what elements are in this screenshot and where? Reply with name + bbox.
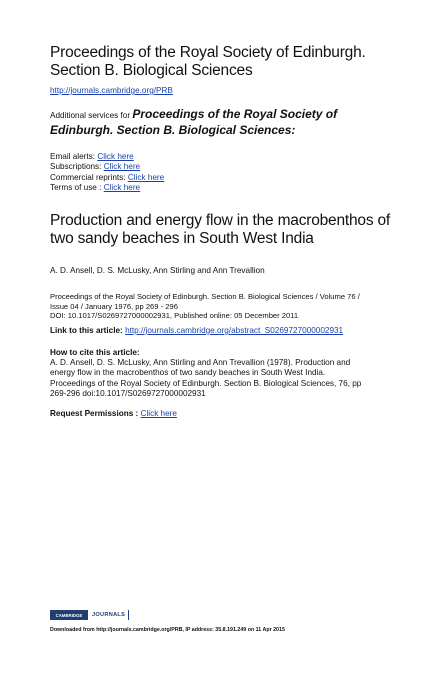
- how-to-cite-body: [50, 358, 400, 399]
- article-title-line2: two sandy beaches in South West India: [50, 230, 314, 247]
- how-to-cite-line2: energy flow in the macrobenthos of two sandy beaches in South West India.: [50, 368, 326, 378]
- alert-email-link[interactable]: Click here: [97, 152, 134, 161]
- alert-reprints-label: Commercial reprints:: [50, 172, 128, 182]
- citation-line3: DOI: 10.1017/S0269727000002931, Published online: 05 December 2011: [50, 311, 299, 321]
- journal-title: [50, 44, 410, 80]
- alert-terms: [50, 183, 164, 193]
- article-title: [50, 212, 410, 248]
- alert-subscriptions: [50, 162, 164, 172]
- alert-email-label: Email alerts:: [50, 152, 98, 161]
- additional-services-journal-line2: Edinburgh. Section B. Biological Sciences:: [50, 123, 296, 137]
- alert-reprints-link[interactable]: Click here: [127, 172, 165, 182]
- additional-services-prefix: Additional services for: [50, 111, 133, 120]
- article-title-line1: Production and energy flow in the macrobenthos of: [50, 212, 391, 229]
- journal-url-link[interactable]: http://journals.cambridge.org/PRB: [50, 86, 173, 95]
- logo-divider: [128, 610, 129, 620]
- alert-subscriptions-link[interactable]: Click here: [103, 162, 141, 172]
- how-to-cite-line1: A. D. Ansell, D. S. McLusky, Ann Stirling and Ann Trevallion (1978). Production and: [50, 358, 351, 367]
- additional-services: [50, 107, 410, 139]
- request-permissions: [50, 409, 177, 418]
- citation-line2: Issue 04 / January 1976, pp 269 - 296: [50, 301, 178, 311]
- article-citation: [50, 292, 400, 321]
- link-to-article-url[interactable]: http://journals.cambridge.org/abstract_S0269727000002931: [125, 326, 344, 335]
- how-to-cite-heading: How to cite this article:: [50, 348, 140, 357]
- request-permissions-label: Request Permissions :: [50, 409, 141, 418]
- journal-title-line1: Proceedings of the Royal Society of Edinburgh.: [50, 44, 366, 61]
- alert-terms-label: Terms of use :: [50, 183, 104, 193]
- link-to-article: [50, 326, 343, 335]
- journal-title-line2: Section B. Biological Sciences: [50, 62, 253, 79]
- link-to-article-label: Link to this article:: [50, 326, 126, 335]
- cambridge-journals-logo: [50, 610, 129, 620]
- how-to-cite-line4: 269-296 doi:10.1017/S0269727000002931: [50, 388, 206, 398]
- request-permissions-link[interactable]: Click here: [140, 409, 177, 418]
- cambridge-logo-mark: CAMBRIDGE: [50, 610, 88, 620]
- alerts-list: [50, 152, 164, 194]
- alert-terms-link[interactable]: Click here: [103, 183, 141, 193]
- additional-services-journal-line1: Proceedings of the Royal Society of: [132, 107, 338, 121]
- download-footer: Downloaded from http://journals.cambridge.org/PRB, IP address: 35.8.191.249 on 11 Apr 2015: [50, 627, 285, 633]
- alert-email: [50, 152, 164, 162]
- article-authors: A. D. Ansell, D. S. McLusky, Ann Stirling and Ann Trevallion: [50, 266, 265, 275]
- how-to-cite-line3: Proceedings of the Royal Society of Edinburgh. Section B. Biological Sciences, 76, pp: [50, 378, 362, 388]
- alert-reprints: [50, 173, 164, 183]
- citation-line1: Proceedings of the Royal Society of Edinburgh. Section B. Biological Sciences / Volume 76 /: [50, 292, 360, 301]
- alert-subscriptions-label: Subscriptions:: [50, 162, 104, 172]
- journals-logo-text: JOURNALS: [92, 612, 126, 618]
